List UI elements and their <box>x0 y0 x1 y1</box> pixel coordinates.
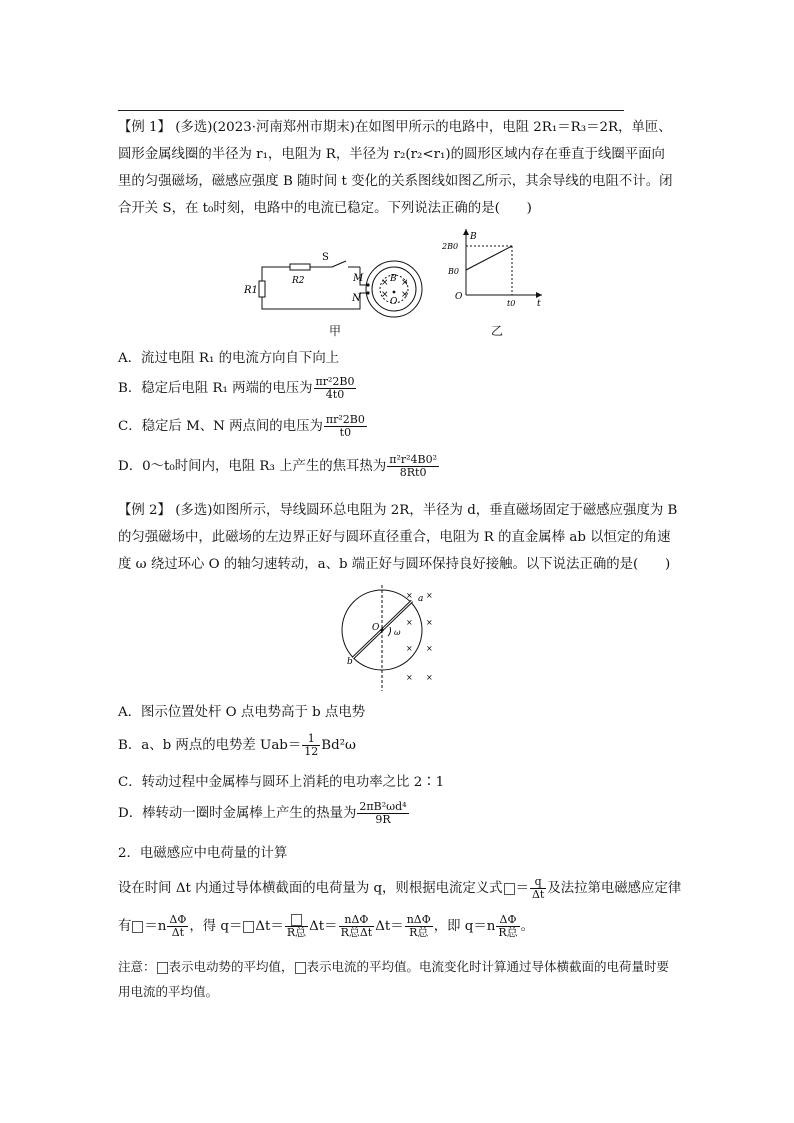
tick-2b0: 2B0 <box>442 242 459 251</box>
section-title: 2．电磁感应中电荷量的计算 <box>118 846 288 861</box>
tick-t0: t0 <box>507 299 516 308</box>
origin-o: O <box>455 292 463 302</box>
cross-mark: × <box>426 618 433 627</box>
label-o: O <box>390 297 398 307</box>
formula-line-2: 有 ＝n $\frac{\Delta\Phi}{\Delta t}$ ，得 q＝ Δt＝ R总 Δt＝ $\frac{\text{nΔΦ}}{\text{R总Δt}}$ Δt＝ $\frac{\text{nΔΦ}}{\text{R总}}$ ，即 q＝n $\frac{\Delta\Phi}{\text{R总}}$ 。 <box>118 913 535 939</box>
caption-yi: 乙 <box>491 324 504 338</box>
cross-mark: × <box>406 644 413 653</box>
label-omega: ω <box>394 628 401 637</box>
caption-jia: 甲 <box>329 324 342 338</box>
ex1-option-a: A．流过电阻 R₁ 的电流方向自下向上 <box>118 351 340 366</box>
cross-mark: × <box>426 591 433 600</box>
figure-yi-graph <box>440 225 550 310</box>
cross-mark: × <box>406 673 413 682</box>
ex1-option-d: D．0～t₀时间内，电阻 R₃ 上产生的焦耳热为 $\frac{\text{π²r²4B0²}}{8Rt0}$ <box>118 453 438 479</box>
label-b: B <box>390 274 397 284</box>
axis-b: B <box>470 232 477 242</box>
cross-mark: × <box>381 278 389 288</box>
top-rule <box>118 110 624 111</box>
axis-t: t <box>537 299 541 309</box>
cross-mark: × <box>401 290 409 300</box>
ex1-option-b: B．稳定后电阻 R₁ 两端的电压为 $\frac{\text{πr²2B0}}{4t0}$ <box>118 375 355 401</box>
tick-b0: B0 <box>448 267 459 276</box>
label-n: N <box>352 293 361 304</box>
label-o: O <box>372 623 380 633</box>
cross-mark: × <box>381 290 389 300</box>
formula-line-1: 设在时间 Δt 内通过导体横截面的电荷量为 q，则根据电流定义式 ＝ $\frac{q}{\Delta t}$ 及法拉第电磁感应定律 <box>118 875 682 901</box>
label-switch: S <box>322 252 329 263</box>
note-paragraph: 注意： 表示电动势的平均值， 表示电流的平均值。电流变化时计算通过导体横截面的电荷量时要用电流的平均值。 <box>118 959 670 999</box>
label-b: b <box>347 657 353 667</box>
current-avg-symbol <box>295 962 306 974</box>
emf-avg-symbol <box>157 962 168 974</box>
example2-stem: 【例 2】 (多选)如图所示，导线圆环总电阻为 2R，半径为 d，垂直磁场固定于磁感应强度为 B 的匀强磁场中，此磁场的左边界正好与圆环直径重合，电阻为 R 的直金属棒 ab 以恒定的角速度 ω 绕过环心 O 的轴匀速转动，a、b 端正好与圆环保持良好接触。以下说法正确的是( ) <box>118 503 678 572</box>
ex2-option-b: B．a、b 两点的电势差 Uab＝ $\frac{1}{12}$ Bd²ω <box>118 732 356 758</box>
emf-avg-symbol <box>291 914 302 926</box>
label-m: M <box>353 273 364 284</box>
current-avg-symbol <box>504 883 515 895</box>
example1-stem: 【例 1】 (多选)(2023·河南郑州市期末)在如图甲所示的电路中，电阻 2R₁＝R₃＝2R，单匝、圆形金属线圈的半径为 r₁，电阻为 R，半径为 r₂(r₂<r₁)的圆形区域内存在垂直于线圈平面向里的匀强磁场，磁感应强度 B 随时间 t 变化的关系图线如图乙所示，其余导线的电阻不计。闭合开关 S，在 t₀时刻，电路中的电流已稳定。下列说法正确的是( ) <box>118 120 673 216</box>
emf-avg-symbol <box>132 921 143 933</box>
ex1-option-c: C．稳定后 M、N 两点间的电压为 $\frac{\text{πr²2B0}}{t0}$ <box>118 413 365 439</box>
cross-mark: × <box>426 673 433 682</box>
label-r1: R1 <box>244 285 258 296</box>
cross-mark: × <box>406 618 413 627</box>
figure-ring <box>340 583 450 693</box>
label-r2: R2 <box>292 276 305 286</box>
cross-mark: × <box>401 278 409 288</box>
ex2-option-a: A．图示位置处杆 O 点电势高于 b 点电势 <box>118 705 366 720</box>
label-a: a <box>418 594 424 604</box>
cross-mark: × <box>426 644 433 653</box>
ex2-option-c: C．转动过程中金属棒与圆环上消耗的电功率之比 2∶1 <box>118 775 445 790</box>
cross-mark: × <box>406 591 413 600</box>
current-avg-symbol <box>243 921 254 933</box>
ex2-option-d: D．棒转动一圈时金属棒上产生的热量为 $\frac{\text{2πB²ωd⁴}}{9R}$ <box>118 800 407 826</box>
